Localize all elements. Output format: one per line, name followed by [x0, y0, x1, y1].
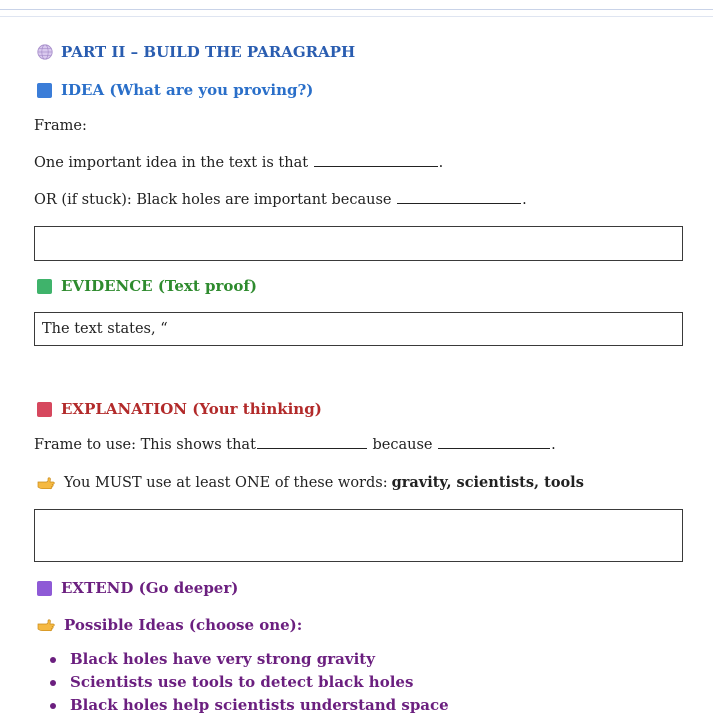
idea-frame-line-2: [34, 192, 527, 208]
explanation-heading-text: EXPLANATION (Your thinking): [61, 400, 322, 418]
bullet: [50, 703, 56, 709]
part-heading-text: PART II – BUILD THE PARAGRAPH: [61, 43, 356, 61]
pointing-hand-icon: [37, 618, 55, 632]
explanation-frame: [34, 437, 556, 453]
red-square-icon: [37, 402, 52, 417]
idea-text: Black holes help scientists understand space: [70, 696, 449, 714]
green-square-icon: [37, 279, 52, 294]
blank-line: [438, 448, 550, 449]
ideas-label-text: Possible Ideas (choose one):: [64, 616, 303, 634]
header-rule-secondary: [0, 16, 713, 17]
extend-heading-text: EXTEND (Go deeper): [61, 579, 239, 597]
idea-heading: [37, 81, 313, 99]
explanation-answer-box[interactable]: [34, 509, 683, 562]
bullet: [50, 680, 56, 686]
list-item: [50, 694, 449, 717]
extend-heading: [37, 579, 238, 597]
evidence-answer-box[interactable]: [34, 312, 683, 346]
list-item: [50, 648, 449, 671]
frame-label: Frame:: [34, 118, 87, 134]
header-rule: [0, 9, 713, 10]
globe-icon: [37, 44, 53, 60]
idea-answer-box[interactable]: [34, 226, 683, 261]
pointing-hand-icon: [37, 476, 55, 490]
idea-line-2-text: OR (if stuck): Black holes are important because: [34, 192, 392, 208]
must-use-words: gravity, scientists, tools: [391, 474, 584, 491]
ideas-list: [50, 648, 449, 717]
evidence-heading-text: EVIDENCE (Text proof): [61, 277, 257, 295]
explanation-heading: [37, 400, 322, 418]
blue-square-icon: [37, 83, 52, 98]
blank-line: [257, 448, 367, 449]
must-use-line: [37, 474, 584, 491]
purple-square-icon: [37, 581, 52, 596]
blank-line: [314, 166, 438, 167]
idea-text: Black holes have very strong gravity: [70, 650, 375, 668]
part-heading: [37, 43, 355, 61]
idea-heading-text: IDEA (What are you proving?): [61, 81, 314, 99]
bullet: [50, 657, 56, 663]
blank-line: [397, 203, 521, 204]
explanation-frame-start: Frame to use: This shows that: [34, 437, 256, 453]
evidence-heading: [37, 277, 257, 295]
period: .: [522, 192, 527, 208]
idea-text: Scientists use tools to detect black holes: [70, 673, 414, 691]
period: .: [551, 437, 556, 453]
idea-frame-line-1: [34, 155, 443, 171]
list-item: [50, 671, 449, 694]
period: .: [438, 155, 444, 171]
must-use-text: You MUST use at least ONE of these words:: [64, 474, 388, 491]
explanation-frame-mid: because: [372, 437, 433, 453]
evidence-box-text: The text states, “: [42, 321, 168, 337]
idea-line-1-text: One important idea in the text is that: [34, 155, 309, 171]
ideas-label: [37, 616, 302, 634]
